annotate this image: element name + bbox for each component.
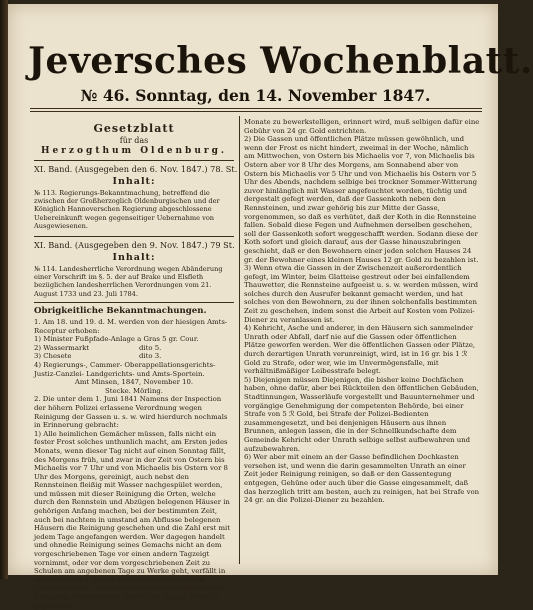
section-rule [34,236,234,237]
section-rule [34,160,234,161]
gesetzblatt-title: Gesetzblatt [93,122,175,135]
inhalt-text-1: № 113. Regierungs-Bekanntmachung, betreffend die zwischen der Großherzoglich Oldenburgischen und der Königlich Hannoverschen Regierung abgeschlossene Uebereinkunft wegen gegenseitiger Uebernahme von Ausgewiesenen. [34,189,220,230]
paragraph: 6) Wer aber mit einem an der Gasse befindlichen Dochkasten versehen ist, und wenn die darin gesammelten Unrath an einer Zeit jeder Reinigung reinigen, so daß er den Gassentegung entgegen, Gehüne oder auch über die Gasse eingesammelt, daß das herzoglich tritt am besten, auch zu reinigen, hat bei Strafe von 24 gr. an die Polizei-Diener zu bezahlen. [244,453,480,505]
inhalt-text-2: № 114. Landesherrliche Verordnung wegen Abänderung einer Vorschrift im §. 5. der auf Brake und Elsfleth bezüglichen landesherrlichen Verordnungen vom 21. August 1733 und 23. Juli 1784. [34,265,223,298]
right-column-body [244,118,480,505]
book-spine [0,0,8,579]
paragraph: 4) Kehricht, Asche und anderer, in den Häusern sich sammelnder Unrath oder Abfall, darf nie auf die Gassen oder öffentlichen Plätze geworfen werden. Wer die öffentlichen Gassen oder Plätze, durch derartigen Unrath verunreinigt, wird, ist in 16 gr. bis 1 ℛ Gold zu Strafe, oder wer, wie im Unvermögensfalle, mit verhältnißmäßiger Leibesstrafe belegt. [244,324,476,376]
inhalt-heading-2: Inhalt: [112,252,156,263]
signature-line: Stecke. Mörling. [104,386,163,395]
price-label: 2) Wassermarkt [34,343,90,352]
column-divider [239,116,240,564]
amt-line: Amt Minsen, 1847, November 10. [74,378,194,387]
price-row [34,335,234,344]
gesetzblatt-state: Herzogthum Oldenburg. [40,146,228,156]
price-value: dito 5. [139,343,162,352]
paragraph: 5) Diejenigen müssen Diejenigen, die bisher keine Dochfächen haben, ohne dafür, aber bei Rückteilen den öffentlichen Gebäuden, Stadtinnungen, Wasserläufe vorgestellt und Bauunternehmer und vorgängige Genehmigung der competenten Behörde, bei einer Strafe von 5 ℛ Gold, bei Strafe der Polizei-Bedienten zusammengesetzt, und bei denjenigen Häusern aus ihnen Brunnen, anlegen lassen, die in der Schnellkundschafte dem Gemeinde Kehricht oder Unrath selbige selbst aufbewahren und aufzubewahren. [244,375,479,453]
section-rule [34,302,234,303]
obrigkeitlich-body [34,318,234,610]
paragraph: 2. Die unter dem 1. Juni 1841 Namens der Inspection der höhern Polizei erlassene Verordnung wegen Reinigung der Gassen u. s. w. wird hierdurch nochmals in Erinnerung gebracht: [34,395,228,430]
paragraph: Monate zu bewerkstelligen, erinnert wird, muß selbigen dafür eine Gebühr von 24 gr. Gold entrichten. [244,118,480,135]
price-value: dito 3. [139,352,162,361]
obrigkeitlich-title: Obrigkeitliche Bekanntmachungen. [34,306,207,316]
newspaper-page [8,4,533,610]
price-row [34,352,234,361]
masthead: Jeversches Wochenblatt. [28,40,533,82]
header-rule [30,108,482,109]
price-label: 3) Chesete [34,352,72,361]
price-label: 1) Minister Fußpfade-Anlage a Gras 5 gr. Cour. [34,335,199,344]
band-line-1: XI. Band. (Ausgegeben den 6. Nov. 1847.) 78. St. [34,164,238,174]
price-row-long: 4) Regierungs-, Cammer- Oberappellationsgerichts- Justiz-Canzlei- Landgerichts- und Amts-Sportein. [34,360,216,378]
issue-line: № 46. Sonntag, den 14. November 1847. [80,86,431,105]
header-rule-thin [30,111,482,112]
paragraph: 1. Am 18. und 19. d. M. werden von der hiesigen Amts-Receptur erhoben: [34,318,228,335]
paragraph: 1) Alle heimlichen Gemächer müssen, falls nicht ein fester Frost solches unthunlich macht, am Ersten jedes Monats, wenn dieser Tag nicht auf einen Sonntag fällt, des Morgens früh, und zwar in der Zeit von Ostern bis Michaelis vor 7 Uhr und von Michaelis bis Ostern vor 8 Uhr des Morgens, gereinigt, auch nebst den Rennsteinen fleißig mit Wasser nachgespület werden, und müssen mit dieser Reinigung die Orten, welche durch den Rennstein und Abzügen belegenen Häuser in gehörigen Anfang machen, bei der bestimmten Zeit, auch bei nachtem in umstand am Abflusse belegenen Häusern die Reinigung geschehen und die Zahl erst mit jedem Tage angefangen werden. Wer dagegen handelt und ohnedie Reinigung seines Gemachs nicht an dem vorgeschriebenen Tage vor einen andern Tagzeigt vornimmt, oder vor dem vorgeschriebenen Zeit zu Schulen am angebenen Tage zu Werke geht, verfällt in die Strafe von 1 ℛ oder einer verhältnißmäßigen Gefängnißstrafe, und es hat überdies die angeordnete Reinigung vorzunehmen. Die Polizei-Diener sollen es gegebenen [34,429,230,610]
gesetzblatt-fuer: für das [119,136,149,145]
band-line-2: XI. Band. (Ausgegeben den 9. Nov. 1847.) 79 St. [34,240,235,250]
price-row [34,344,234,353]
paragraph: 3) Wenn etwa die Gassen in der Zwischenzeit außerordentlich gefegt, im Winter, beim Glatteise gestreut oder bei einfallendem Thauwetter, die Rennsteine aufgeeist u. s. w. werden müssen, wird solches durch den Ausrufer bekannt gemacht werden, und hat solches von den Bewohnern, zu der ihnen solchenfalls bestimmten Zeit zu geschehen, indem sonst die Arbeit auf Kosten vom Polizei-Diener zu veranlassen ist. [244,264,479,324]
paragraph: 2) Die Gassen und öffentlichen Plätze müssen gewöhnlich, und wenn der Frost es nicht hindert, zweimal in der Woche, nämlich am Mittwochen, von Ostern bis Michaelis vor 7, von Michaelis bis Ostern aber vor 8 Uhr des Morgens, am Sonnabend aber von Ostern bis Michaelis vor 5 Uhr und von Michaelis bis Ostern vor 5 Uhr des Abends, nachdem selbige bei trockner Sommer-Witterung zuvor hinlänglich mit Wasser angefeuchtet worden, tüchtig und dergestalt gefegt werden, daß der Gassenkoth neben den Rennsteinen, und zwar gehörig bis zur Mitte der Gasse, vorgenommen, so daß es verhütet, daß der Koth in die Rennsteine fallen. Sobald diese Fegen und Aufnehmen derselben geschehen, soll der Gassenkoth sofort weggeschafft werden. Sodann diese der Koth sofort und gleich darauf, aus der Gasse hinauszubringen geschieht, daß er den Bewohnern einer jeden solchen Hauses 24 gr. der Bewohner eines kleinen Hauses 12 gr. Gold zu bezahlen ist. [244,135,479,264]
inhalt-heading-1: Inhalt: [112,176,156,187]
